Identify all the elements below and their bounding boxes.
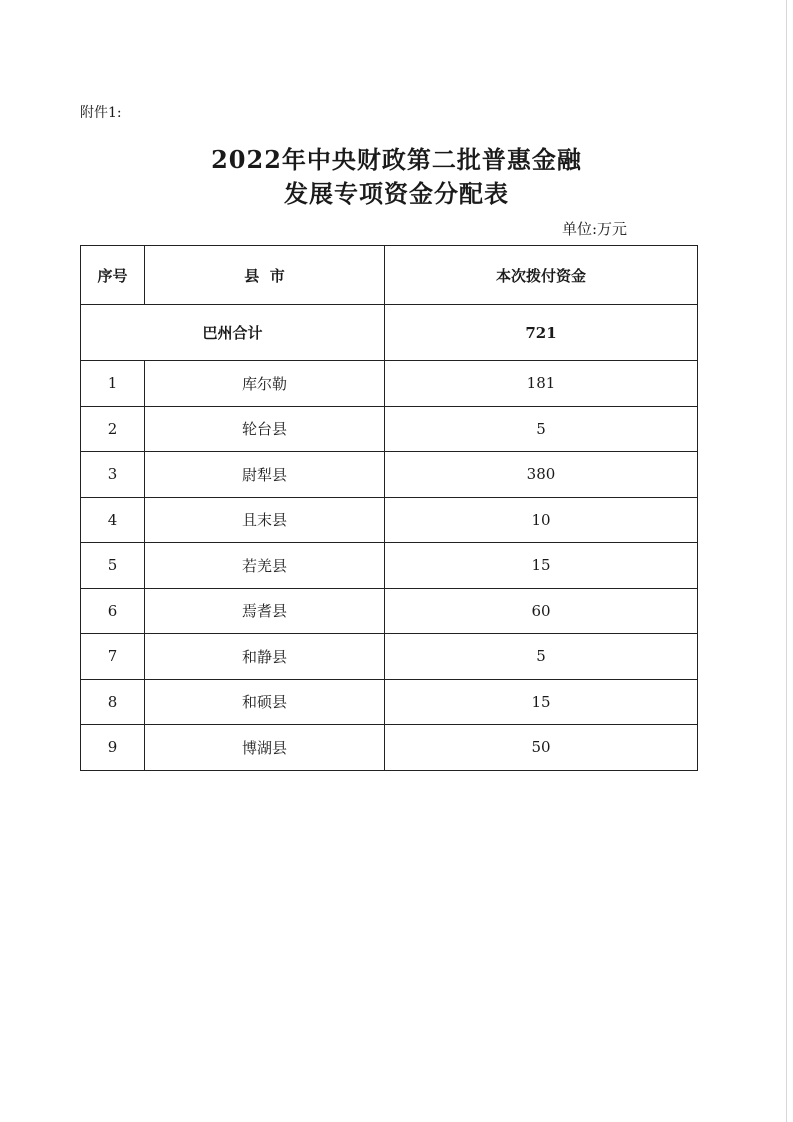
row-seq: 2 (81, 406, 145, 452)
row-seq: 6 (81, 588, 145, 634)
table-row (81, 452, 698, 498)
total-value: 721 (385, 305, 698, 361)
table-row (81, 497, 698, 543)
table-row (81, 588, 698, 634)
row-county: 轮台县 (145, 406, 385, 452)
row-county: 库尔勒 (145, 361, 385, 407)
header-county: 县 市 (145, 246, 385, 305)
row-amount: 5 (385, 406, 698, 452)
table-row (81, 406, 698, 452)
header-seq: 序号 (81, 246, 145, 305)
table-row (81, 634, 698, 680)
row-seq: 8 (81, 679, 145, 725)
row-seq: 4 (81, 497, 145, 543)
row-county: 焉耆县 (145, 588, 385, 634)
row-county: 博湖县 (145, 725, 385, 771)
row-seq: 5 (81, 543, 145, 589)
row-seq: 7 (81, 634, 145, 680)
unit-label: 单位:万元 (562, 220, 628, 238)
document-title-line-2: 发展专项资金分配表 (284, 179, 509, 208)
row-seq: 1 (81, 361, 145, 407)
row-seq: 9 (81, 725, 145, 771)
table-header-row (81, 246, 698, 305)
row-amount: 15 (385, 679, 698, 725)
row-county: 尉犁县 (145, 452, 385, 498)
row-amount: 5 (385, 634, 698, 680)
table-row (81, 679, 698, 725)
header-amount: 本次拨付资金 (385, 246, 698, 305)
row-county: 且末县 (145, 497, 385, 543)
row-amount: 181 (385, 361, 698, 407)
document-title-line-1: 2022年中央财政第二批普惠金融 (211, 145, 582, 174)
total-row (81, 305, 698, 361)
table-row (81, 725, 698, 771)
table-row (81, 543, 698, 589)
allocation-table (80, 245, 698, 771)
total-label: 巴州合计 (81, 305, 385, 361)
row-county: 和静县 (145, 634, 385, 680)
row-seq: 3 (81, 452, 145, 498)
row-amount: 15 (385, 543, 698, 589)
attachment-label: 附件1: (80, 105, 122, 121)
row-amount: 50 (385, 725, 698, 771)
row-amount: 60 (385, 588, 698, 634)
row-amount: 380 (385, 452, 698, 498)
row-county: 和硕县 (145, 679, 385, 725)
row-county: 若羌县 (145, 543, 385, 589)
table-row (81, 361, 698, 407)
row-amount: 10 (385, 497, 698, 543)
